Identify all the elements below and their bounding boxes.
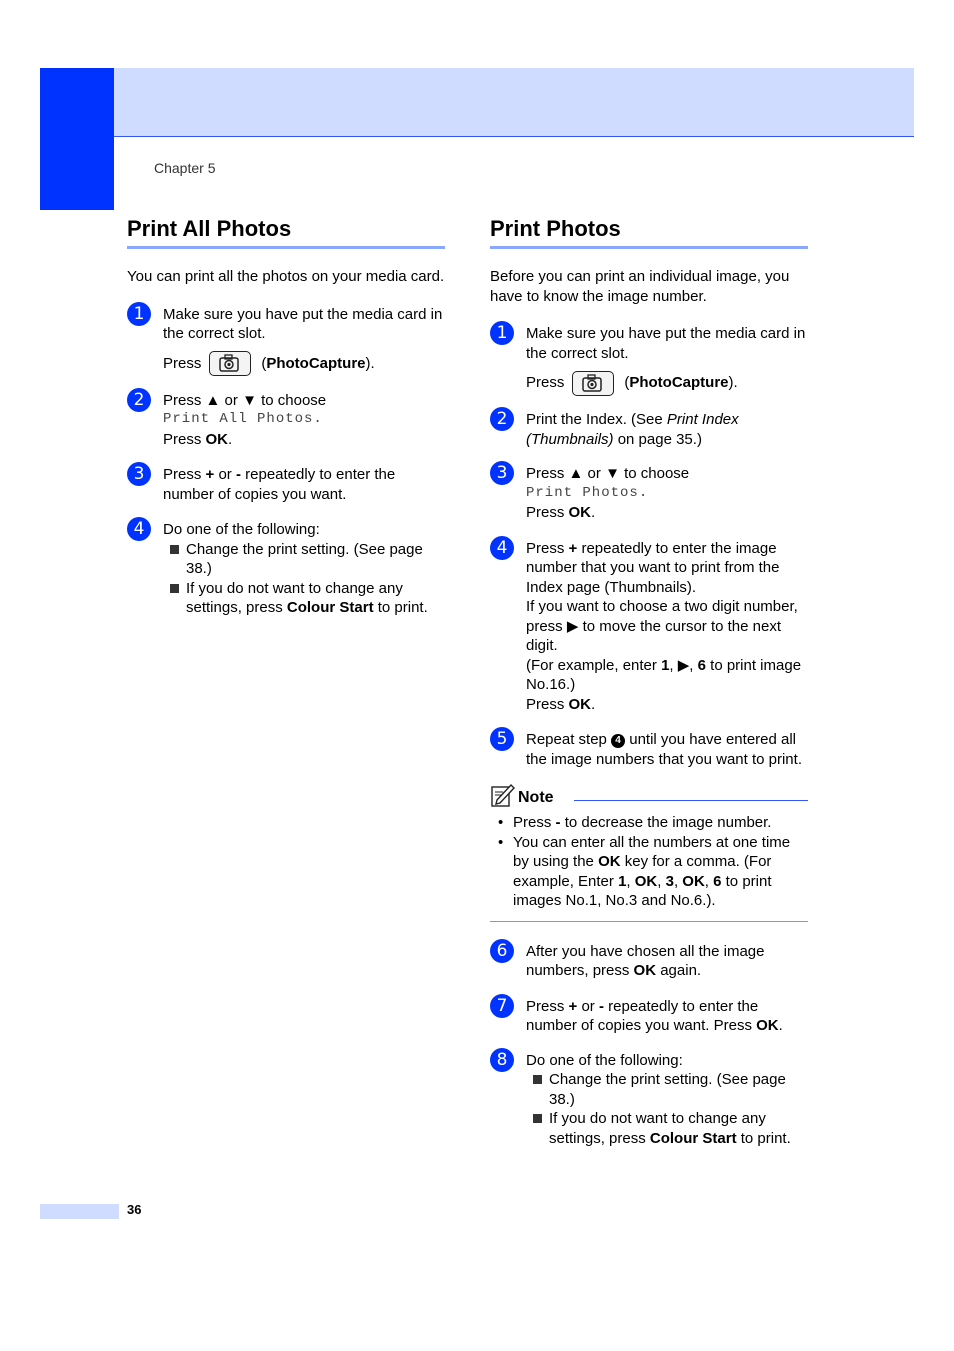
step-number: 6 xyxy=(490,939,514,963)
step-number: 3 xyxy=(490,461,514,485)
footer-bar xyxy=(40,1204,119,1219)
section-title: Print All Photos xyxy=(127,216,445,249)
step-text: Press + repeatedly to enter the image number that you want to print from the Index page (Thumbnails). If you want to choose a two digit number, press ▶ to move the cursor to the next digit. (For example, enter 1, ▶, 6 to print image No.16.) Press OK. xyxy=(526,539,802,713)
section-title: Print Photos xyxy=(490,216,808,249)
list-item: If you do not want to change any settings, press Colour Start to print. xyxy=(163,579,445,618)
step-1 xyxy=(490,324,808,396)
print-all-photos-section xyxy=(127,216,445,618)
step-number: 2 xyxy=(127,388,151,412)
list-item: Change the print setting. (See page 38.) xyxy=(163,540,445,579)
photocapture-label: (PhotoCapture). xyxy=(261,354,375,372)
chapter-tab-block xyxy=(40,68,114,210)
step-number: 2 xyxy=(490,407,514,431)
press-label: Press xyxy=(163,354,202,372)
chapter-label: Chapter 5 xyxy=(154,160,216,176)
index-link-text: Print Index (Thumbnails) xyxy=(526,411,739,448)
press-ok-text: Press OK. xyxy=(163,430,233,448)
photocapture-camera-icon xyxy=(572,371,614,396)
note-pencil-icon xyxy=(490,783,516,807)
step-text: Press + or - repeatedly to enter the number of copies you want. Press OK. xyxy=(526,997,783,1034)
step-number: 3 xyxy=(127,462,151,486)
step-number: 7 xyxy=(490,994,514,1018)
down-arrow-icon: ▼ xyxy=(242,391,257,409)
step-text: Do one of the following: xyxy=(163,521,320,538)
step-number: 1 xyxy=(127,302,151,326)
step-3 xyxy=(127,465,445,504)
step-4 xyxy=(490,539,808,715)
step-number: 4 xyxy=(127,517,151,541)
step-text: After you have chosen all the image numbers, press OK again. xyxy=(526,942,765,979)
list-item: Change the print setting. (See page 38.) xyxy=(526,1070,808,1109)
step-text: Print the Index. (See Print Index (Thumbnails) on page 35.) xyxy=(526,411,739,448)
lcd-menu-text: Print Photos. xyxy=(526,484,649,501)
right-arrow-icon: ▶ xyxy=(677,656,690,674)
step-1 xyxy=(127,305,445,377)
right-arrow-icon: ▶ xyxy=(566,617,579,635)
note-header xyxy=(490,783,808,807)
options-list xyxy=(526,1070,808,1148)
step-6 xyxy=(490,942,808,981)
step-2 xyxy=(490,410,808,449)
step-number: 1 xyxy=(490,321,514,345)
list-item: If you do not want to change any settings, press Colour Start to print. xyxy=(526,1109,808,1148)
press-ok-text: Press OK. xyxy=(526,504,596,521)
up-arrow-icon: ▲ xyxy=(568,465,584,482)
section-intro: You can print all the photos on your media card. xyxy=(127,268,445,285)
step-text: Do one of the following: xyxy=(526,1051,683,1069)
note-box xyxy=(490,783,808,922)
step-5 xyxy=(490,730,808,769)
note-divider xyxy=(574,800,808,801)
step-2 xyxy=(127,391,445,450)
step-number: 5 xyxy=(490,727,514,751)
press-label: Press xyxy=(526,374,565,392)
step-text: Press + or - repeatedly to enter the number of copies you want. xyxy=(163,466,396,503)
note-end-divider xyxy=(490,921,808,922)
photocapture-label: (PhotoCapture). xyxy=(624,374,738,392)
press-row xyxy=(526,370,808,396)
step-4 xyxy=(127,520,445,618)
step-text: Make sure you have put the media card in the correct slot. xyxy=(526,325,806,362)
options-list xyxy=(163,540,445,618)
header-band xyxy=(114,68,914,137)
list-item: • You can enter all the numbers at one time by using the OK key for a comma. (For example, Enter 1, OK, 3, OK, 6 to print images No.1, No.3 and No.6.). xyxy=(498,833,808,911)
step-text: Make sure you have put the media card in the correct slot. xyxy=(163,305,443,342)
lcd-menu-text: Print All Photos. xyxy=(163,411,323,427)
up-arrow-icon: ▲ xyxy=(205,391,221,409)
section-intro: Before you can print an individual image, you have to know the image number. xyxy=(490,268,790,305)
step-text: Press ▲ or ▼ to choose xyxy=(163,391,327,409)
list-item: • Press - to decrease the image number. xyxy=(498,813,808,833)
step-reference-icon: 4 xyxy=(611,734,625,748)
press-row xyxy=(163,351,445,377)
photocapture-camera-icon xyxy=(209,351,251,376)
step-number: 8 xyxy=(490,1048,514,1072)
step-8 xyxy=(490,1051,808,1149)
note-title: Note xyxy=(518,789,554,806)
down-arrow-icon: ▼ xyxy=(605,465,620,482)
step-text: Repeat step 4 until you have entered all the image numbers that you want to print. xyxy=(526,731,802,768)
note-list xyxy=(490,813,808,911)
print-photos-section xyxy=(490,216,808,1148)
step-3 xyxy=(490,464,808,523)
step-text: Press ▲ or ▼ to choose xyxy=(526,465,690,482)
page-number: 36 xyxy=(127,1202,142,1217)
step-7 xyxy=(490,997,808,1036)
step-number: 4 xyxy=(490,536,514,560)
